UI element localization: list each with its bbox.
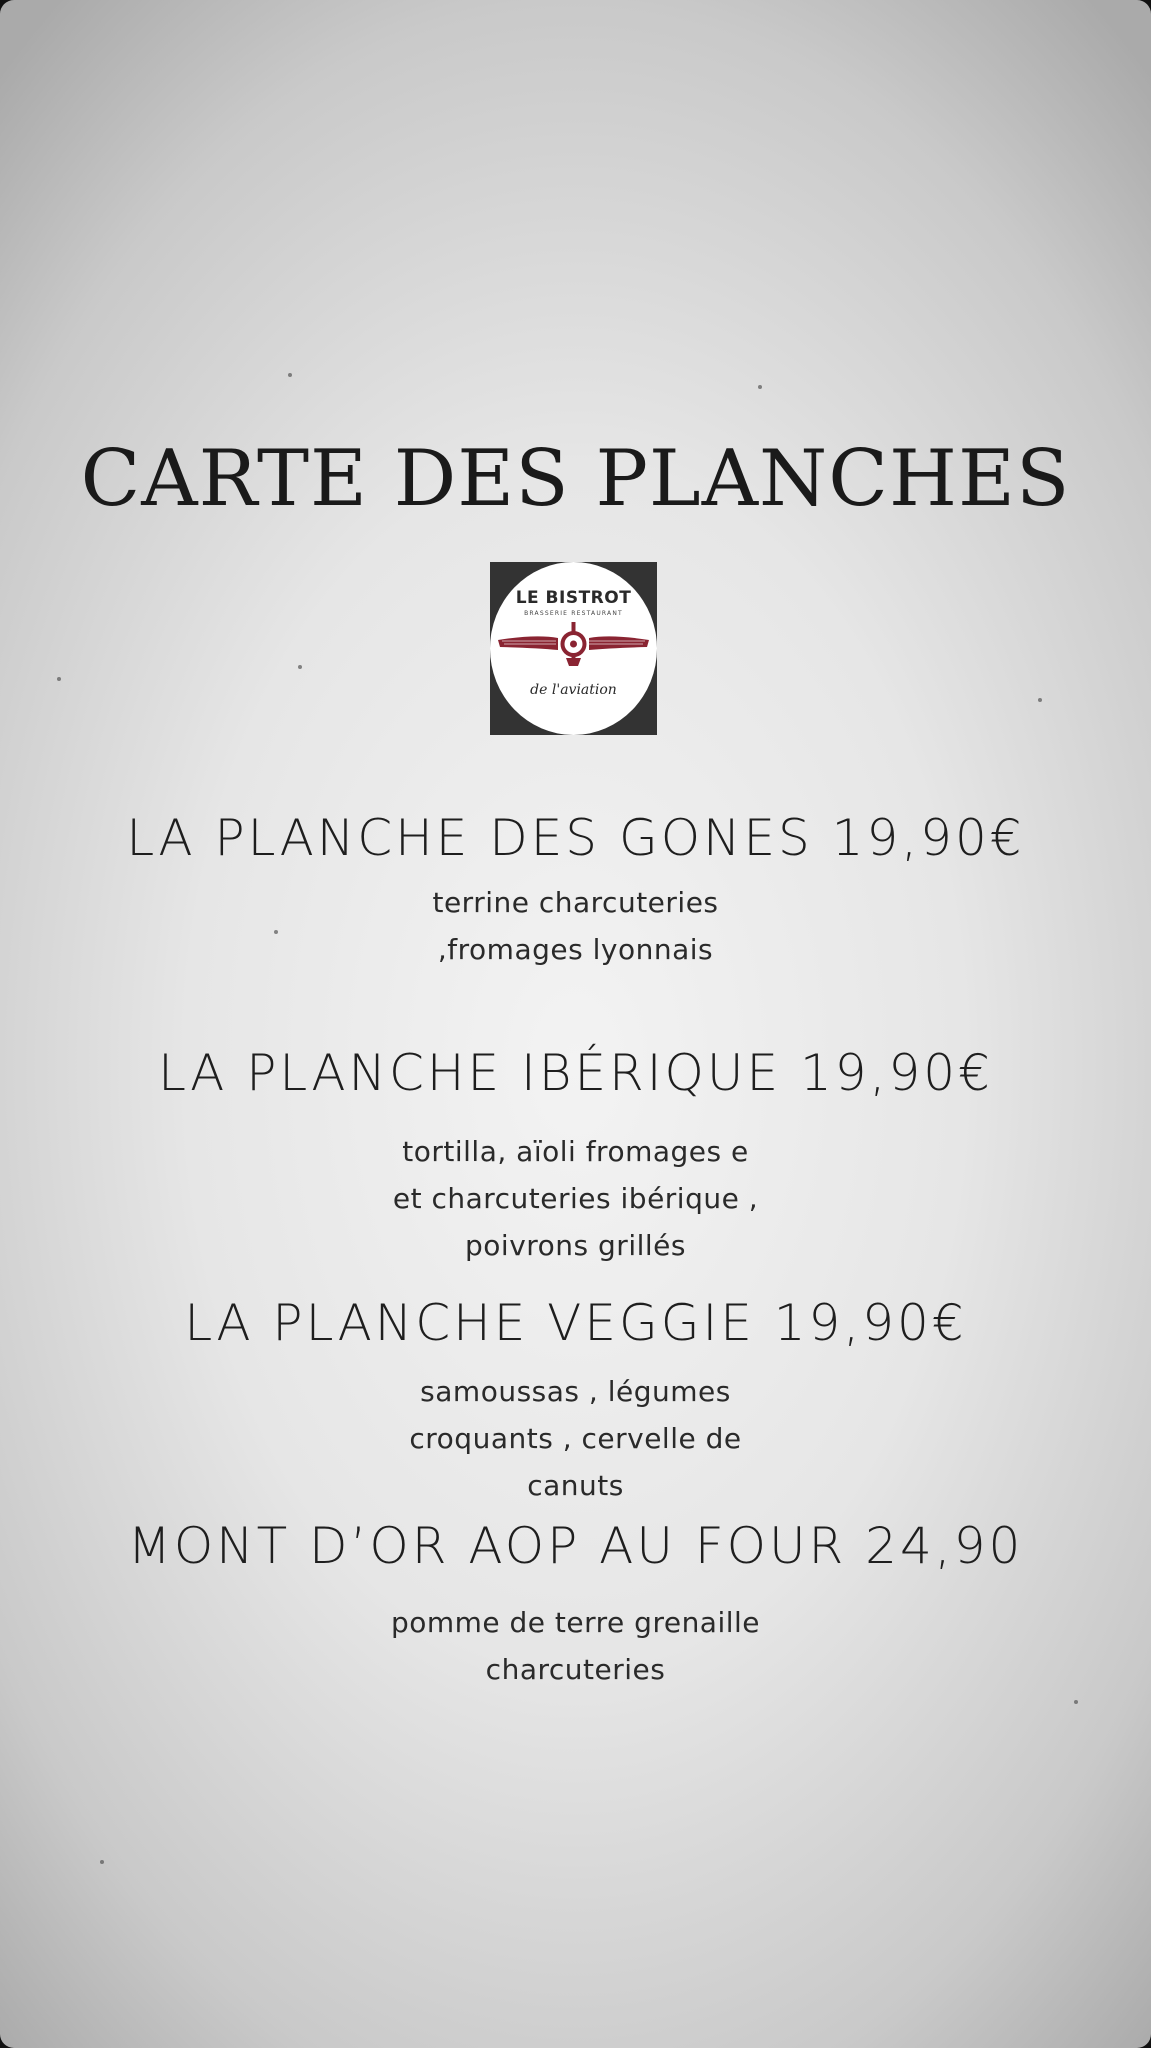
menu-item-gones — [0, 809, 1151, 973]
paper-speck — [57, 677, 61, 681]
description-line: tortilla, aïoli fromages e — [402, 1135, 749, 1168]
paper-speck — [758, 385, 762, 389]
description-line: et charcuteries ibérique , — [392, 1182, 759, 1215]
paper-speck — [298, 665, 302, 669]
description-line: charcuteries — [485, 1653, 666, 1686]
logo-sub-text: BRASSERIE RESTAURANT — [524, 610, 623, 617]
menu-item-name: LA PLANCHE IBÉRIQUE 19,90€ — [158, 1044, 993, 1102]
description-line: croquants , cervelle de — [409, 1422, 742, 1455]
description-line: canuts — [527, 1469, 624, 1502]
menu-item-name: LA PLANCHE DES GONES 19,90€ — [126, 809, 1025, 867]
paper-speck — [288, 373, 292, 377]
paper-speck — [100, 1860, 104, 1864]
menu-item-description — [0, 879, 1151, 973]
menu-item-name: LA PLANCHE VEGGIE 19,90€ — [184, 1294, 967, 1352]
menu-item-veggie — [0, 1294, 1151, 1509]
propeller-plane-icon — [496, 620, 651, 670]
description-line: samoussas , légumes — [420, 1375, 731, 1408]
paper-speck — [1038, 698, 1042, 702]
menu-item-iberique — [0, 1044, 1151, 1269]
logo-bottom-text: de l'aviation — [530, 682, 617, 698]
menu-item-description — [0, 1368, 1151, 1509]
page-title: CARTE DES PLANCHES — [80, 434, 1071, 524]
menu-item-description — [0, 1599, 1151, 1693]
bistrot-logo — [490, 562, 657, 735]
paper-speck — [1074, 1700, 1078, 1704]
description-line: poivrons grillés — [465, 1229, 686, 1262]
logo-top-text: LE BISTROT — [515, 588, 632, 608]
menu-item-name: MONT D’OR AOP AU FOUR 24,90 — [127, 1517, 1024, 1575]
description-line: pomme de terre grenaille — [390, 1606, 761, 1639]
description-line: terrine charcuteries — [432, 886, 719, 919]
menu-item-description — [0, 1128, 1151, 1269]
menu-item-mont-dor — [0, 1517, 1151, 1693]
description-line: ,fromages lyonnais — [437, 933, 714, 966]
